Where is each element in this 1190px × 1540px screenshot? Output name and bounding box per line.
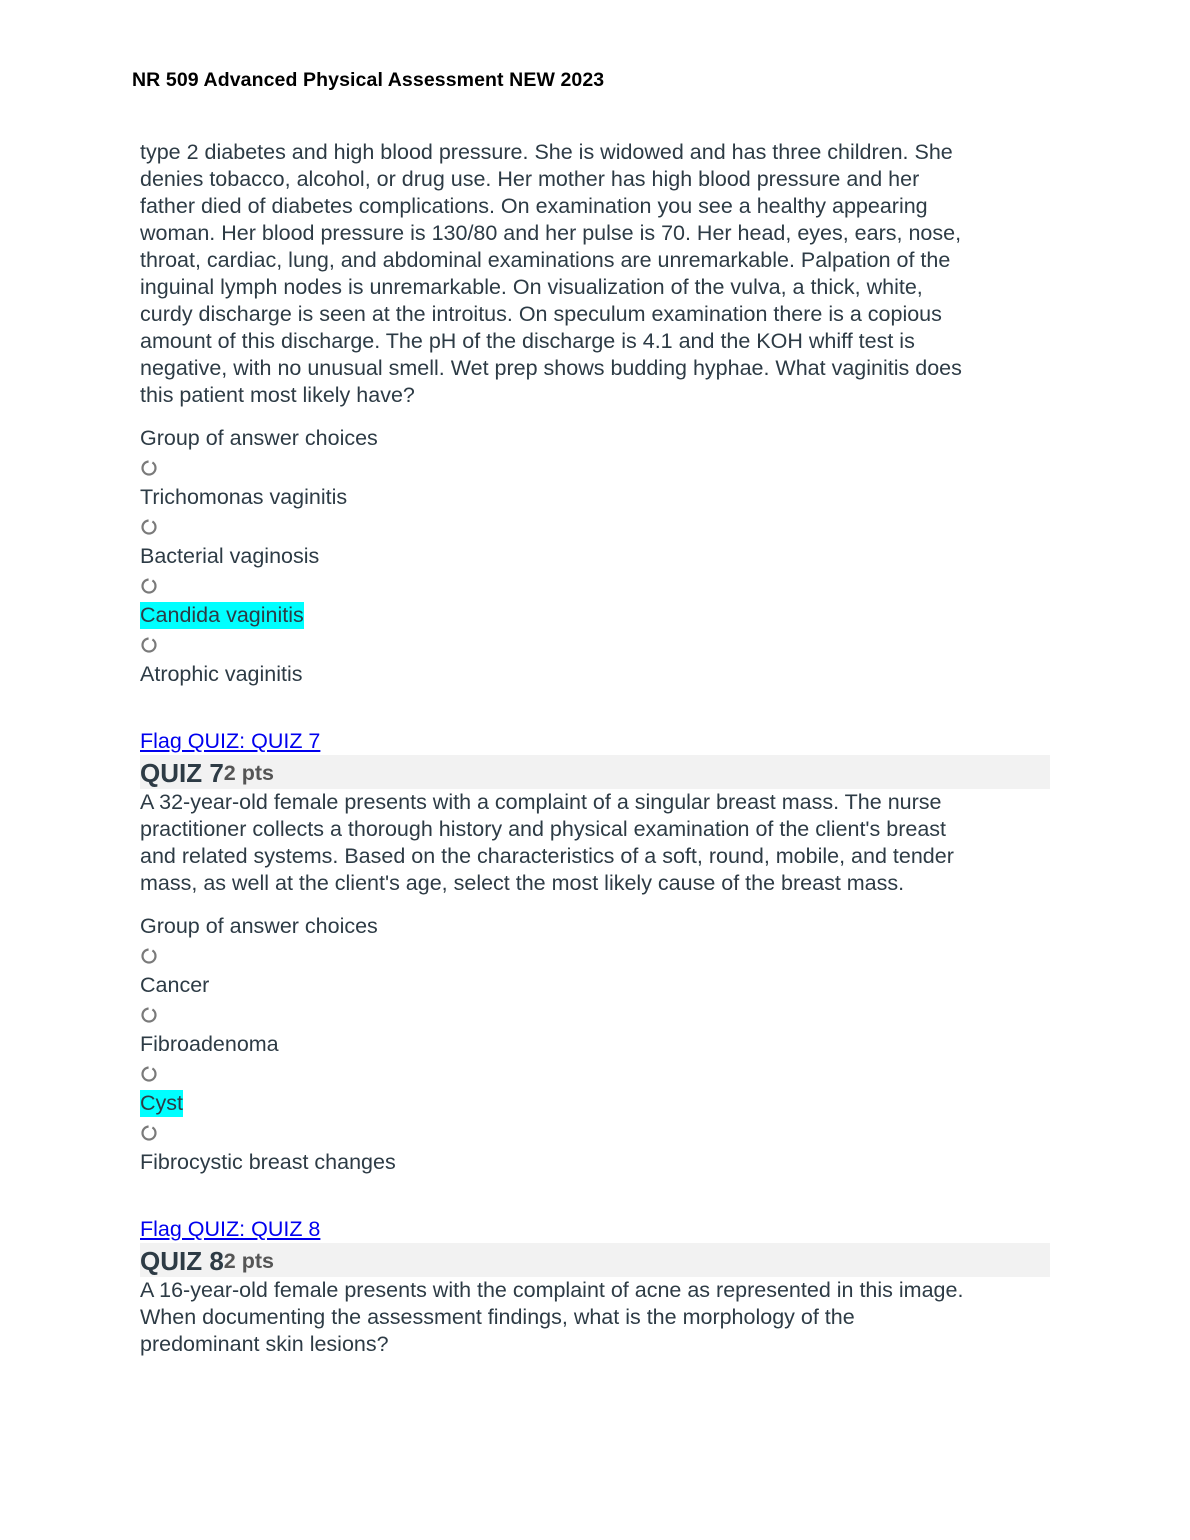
- quiz-content: [140, 139, 1050, 1358]
- radio-button-icon[interactable]: [140, 1006, 158, 1024]
- radio-button-icon[interactable]: [140, 947, 158, 965]
- radio-row[interactable]: [140, 570, 1050, 602]
- question-6: [140, 139, 1050, 688]
- radio-row[interactable]: [140, 511, 1050, 543]
- question-7-points: 2 pts: [223, 761, 274, 785]
- radio-row[interactable]: [140, 999, 1050, 1031]
- answer-label-highlighted: Cyst: [140, 1091, 183, 1115]
- question-8-points: 2 pts: [223, 1249, 274, 1273]
- radio-row[interactable]: [140, 629, 1050, 661]
- radio-button-icon[interactable]: [140, 1065, 158, 1083]
- answer-label: Fibrocystic breast changes: [140, 1150, 396, 1174]
- radio-row[interactable]: [140, 940, 1050, 972]
- answer-choice[interactable]: [140, 484, 1050, 511]
- answer-label: Trichomonas vaginitis: [140, 485, 348, 509]
- answer-label-highlighted: Candida vaginitis: [140, 603, 304, 627]
- question-8-title: QUIZ 8: [140, 1246, 224, 1276]
- radio-button-icon[interactable]: [140, 518, 158, 536]
- radio-button-icon[interactable]: [140, 636, 158, 654]
- question-7: [140, 728, 1050, 1176]
- answer-label: Fibroadenoma: [140, 1032, 279, 1056]
- answer-label: Atrophic vaginitis: [140, 662, 303, 686]
- flag-question-8-link[interactable]: Flag QUIZ: QUIZ 8: [140, 1217, 321, 1241]
- question-8-text: A 16-year-old female presents with the complaint of acne as represented in this image. When documenting the assessment findings, what is the morphology of the predominant skin lesions?: [140, 1278, 964, 1356]
- answer-choice[interactable]: [140, 1149, 1050, 1176]
- answer-choice-highlighted[interactable]: [140, 602, 1050, 629]
- radio-button-icon[interactable]: [140, 1124, 158, 1142]
- answer-choice[interactable]: [140, 661, 1050, 688]
- question-7-text: A 32-year-old female presents with a complaint of a singular breast mass. The nurse practitioner collects a thorough history and physical examination of the client's breast and related systems. Based on the characteristics of a soft, round, mobile, and tender mass, as well at the client's age, select the most likely cause of the breast mass.: [140, 790, 954, 895]
- answer-choice[interactable]: [140, 1031, 1050, 1058]
- question-8-header: [140, 1243, 1050, 1277]
- radio-row[interactable]: [140, 1058, 1050, 1090]
- answer-label: Cancer: [140, 973, 210, 997]
- question-6-text: type 2 diabetes and high blood pressure. She is widowed and has three children. She denies tobacco, alcohol, or drug use. Her mother has high blood pressure and her father died of diabetes complications. On examination you see a healthy appearing woman. Her blood pressure is 130/80 and her pulse is 70. Her head, eyes, ears, nose, throat, cardiac, lung, and abdominal examinations are unremarkable. Palpation of the inguinal lymph nodes is unremarkable. On visualization of the vulva, a thick, white, curdy discharge is seen at the introitus. On speculum examination there is a copious amount of this discharge. The pH of the discharge is 4.1 and the KOH whiff test is negative, with no unusual smell. Wet prep shows budding hyphae. What vaginitis does this patient most likely have?: [140, 140, 962, 407]
- flag-question-7-link[interactable]: Flag QUIZ: QUIZ 7: [140, 729, 321, 753]
- answer-choice-highlighted[interactable]: [140, 1090, 1050, 1117]
- document-header-title: NR 509 Advanced Physical Assessment NEW 2023: [132, 69, 605, 91]
- radio-button-icon[interactable]: [140, 577, 158, 595]
- question-7-header: [140, 755, 1050, 789]
- radio-row[interactable]: [140, 1117, 1050, 1149]
- question-7-title: QUIZ 7: [140, 758, 224, 788]
- answer-choice[interactable]: [140, 543, 1050, 570]
- question-6-group-label: Group of answer choices: [140, 426, 378, 450]
- question-7-group-label: Group of answer choices: [140, 914, 378, 938]
- radio-button-icon[interactable]: [140, 459, 158, 477]
- answer-choice[interactable]: [140, 972, 1050, 999]
- question-8: [140, 1216, 1050, 1358]
- radio-row[interactable]: [140, 452, 1050, 484]
- answer-label: Bacterial vaginosis: [140, 544, 320, 568]
